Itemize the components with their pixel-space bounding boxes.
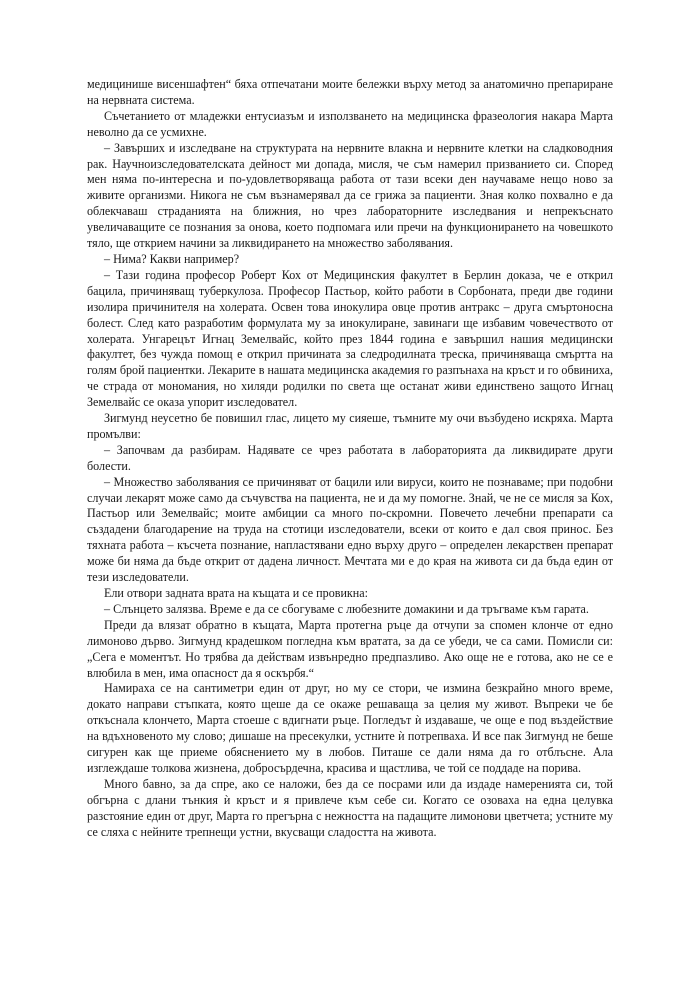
paragraph: – Започвам да разбирам. Надявате се чрез работата в лабораторията да ликвидирате други болести. <box>87 442 613 473</box>
paragraph: Много бавно, за да спре, ако се наложи, без да се посрами или да издаде намеренията си, той обгърна с длани тънкия ѝ кръст и я привлече към себе си. Когато се озоваха на една целувка разстояние един от друг, Марта го прегърна с нежността на падащите лимонови цветчета; устните му се сляха с нейните трепнещи устни, вкусващи сладостта на живота. <box>87 776 613 839</box>
paragraph: Зигмунд неусетно бе повишил глас, лицето му сияеше, тъмните му очи възбудено искряха. Марта промълви: <box>87 411 613 441</box>
paragraph: – Тази година професор Роберт Кох от Медицинския факултет в Берлин доказа, че е открил бацила, причиняващ туберкулоза. Професор Пастьор, който работи в Сорбоната, преди две години изолира причинителя на холерата. Освен това инокулира овце против антракс – друга смъртоносна болест. След като разработим формулата му за инокулиране, завинаги ще избавим човечеството от холерата. Унгарецът Игнац Земелвайс, който през 1844 година е завършил нашия медицински факултет, без чужда помощ е открил причината за следродилната треска, причиняваща смъртта на голям брой пациентки. Лекарите в нашата медицинска академия го разпънаха на кръст и го обвиниха, че страда от мономания, но хиляди родилки по света ще останат живи единствено защото Игнац Земелвайс се оказа упорит изследовател. <box>87 267 613 410</box>
paragraph: Намираха се на сантиметри един от друг, но му се стори, че измина безкрайно много време, докато направи стъпката, която щеше да се окаже решаваща за целия му живот. Въпреки че бе откъснала клончето, Марта стоеше с вдигнати ръце. Погледът ѝ издаваше, че още е под въздействие на вдъхновеното му слово; дишаше на пресекулки, устните ѝ потрепваха. И все пак Зигмунд не беше сигурен как ще приеме обяснението му в любов. Питаше се дали няма да го отблъсне. Ала изглеждаше толкова жизнена, добросърдечна, красива и щастлива, че той се поддаде на порива. <box>87 681 613 775</box>
paragraph: Съчетанието от младежки ентусиазъм и използването на медицинска фразеология накара Марта неволно да се усмихне. <box>87 108 613 139</box>
paragraph: Преди да влязат обратно в къщата, Марта протегна ръце да отчупи за спомен клонче от едно лимоново дърво. Зигмунд крадешком погледна към вратата, за да се убеди, че са сами. Помисли си: „Сега е моментът. Но трябва да действам извънредно предпазливо. Ако още не е готова, ако не се е влюбила в мен, има опасност да я оскърбя.“ <box>87 617 613 680</box>
paragraph: – Множество заболявания се причиняват от бацили или вируси, които не познаваме; при подобни случаи лекарят може само да съчувства на пациента, не и да му помогне. Знай, че не се мисля за Кох, Пастьор или Земелвайс; моите амбиции са много по-скромни. Повечето лечебни препарати са създадени благодарение на труда на стотици изследователи, всеки от които е дал своя принос. Без тяхната работа – късчета познание, напластявани едно върху друго – определен лекарствен препарат може би няма да бъде открит от дадена личност. Мечтата ми е до края на живота си да бъда един от тези изследователи. <box>87 474 613 585</box>
paragraph: – Нима? Какви например? <box>104 251 240 266</box>
paragraph: – Слънцето залязва. Време е да се сбогуваме с любезните домакини и да тръгваме към гарата. <box>104 601 589 616</box>
paragraph: – Завърших и изследване на структурата на нервните влакна и нервните клетки на сладководния рак. Научноизследователската дейност ми допада, мисля, че съм намерил призванието си. Според мен няма по-интересна и по-удовлетворяваща работа от тази всеки ден научаваме нещо ново за живите организми. Никога не съм възнамерявал да се грижа за пациенти. Зная колко похвално е да облекчаваш страданията на ближния, но чрез лабораторните изследвания и непрекъснато увеличаващите се познания за онова, което подпомага или пречи на функционирането на човешкото тяло, ще открием начини за ликвидирането на множество заболявания. <box>87 140 613 251</box>
paragraph: медицинише висеншафтен“ бяха отпечатани моите бележки върху метод за анатомично препариране на нервната система. <box>87 77 613 107</box>
paragraph: Ели отвори задната врата на къщата и се провикна: <box>104 586 369 600</box>
document-body <box>87 77 613 841</box>
